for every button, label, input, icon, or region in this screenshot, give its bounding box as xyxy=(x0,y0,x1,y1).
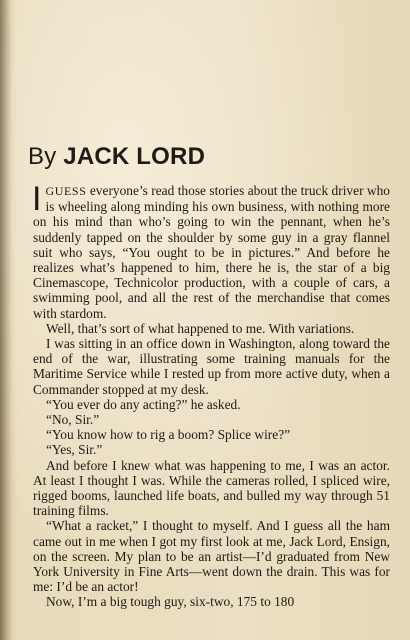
paragraph-text: everyone’s read those stories about the truck driver who is wheeling along minding his own business, with nothing more on his mind than who’s going to win the pennant, when he’s suddenly tapped on the shoulder by some guy in a gray flannel suit who says, “You ought to be in pictures.” And before he realizes what’s happened to him, there he is, the star of a big Cinemascope, Technicolor production, with a couple of cars, a swimming pool, and all the rest of the merchandise that comes with stardom. xyxy=(33,183,390,321)
dialogue-line-4: “Yes, Sir.” xyxy=(46,442,103,458)
article-body xyxy=(32,180,390,610)
byline-author: JACK LORD xyxy=(63,143,206,170)
article-paragraph-5: “What a racket,” I thought to myself. And I guess all the ham came out in me when I got my first look at me, Jack Lord, Ensign, on the screen. My plan to be an artist—I’d graduated from New York University in Fine Arts—went down the drain. This was for me: I’d be an actor! xyxy=(33,518,390,595)
byline-prefix: By xyxy=(28,143,57,170)
lead-in-caps: GUESS xyxy=(45,184,87,198)
article-paragraph-1 xyxy=(32,180,390,321)
dialogue-line-3: “You know how to rig a boom? Splice wire?” xyxy=(46,427,291,443)
article-paragraph-4: And before I knew what was happening to me, I was an actor. At least I thought I was. While the cameras rolled, I spliced wire, rigged booms, launched life boats, and bulled my way through 51 training films. xyxy=(33,457,390,519)
article-paragraph-2: Well, that’s sort of what happened to me. With variations. xyxy=(46,320,355,336)
article-paragraph-6: Now, I’m a big tough guy, six-two, 175 to 180 xyxy=(46,594,295,610)
dialogue-line-2: “No, Sir.” xyxy=(46,412,100,428)
article-paragraph-3: I was sitting in an office down in Washington, along toward the end of the war, illustrating some training manuals for the Maritime Service while I rested up from more active duty, when a Commander stopped at my desk. xyxy=(33,336,390,397)
drop-cap: I xyxy=(32,180,42,218)
dialogue-line-1: “You ever do any acting?” he asked. xyxy=(46,396,241,412)
page-gutter-shadow xyxy=(0,0,12,640)
byline xyxy=(28,143,205,171)
